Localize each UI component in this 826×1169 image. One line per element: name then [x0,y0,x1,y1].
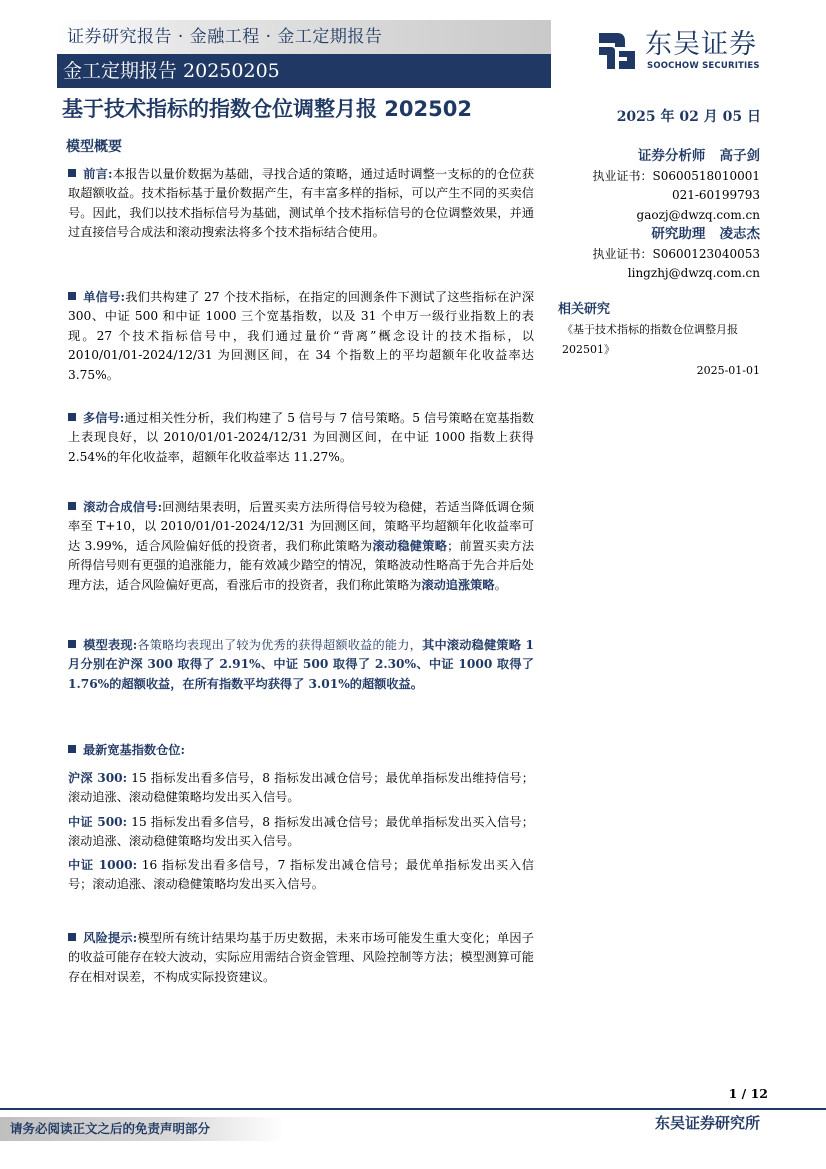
paragraph-rolling-signal [68,498,534,595]
paragraph-text: 本报告以量价数据为基础，寻找合适的策略，通过适时调整一支标的的仓位获取超额收益。技术指标基于量价数据产生，有丰富多样的指标，可以产生不同的买卖信号。因此，我们以技术指标信号为基础，测试单个技术指标信号的仓位调整效果，并通过直接信号合成法和滚动搜索法将多个技术指标结合使用。 [68,167,535,240]
footer-divider [0,1108,826,1110]
bullet-square-icon [68,502,76,510]
paragraph-text: 我们共构建了 27 个技术指标，在指定的回测条件下测试了这些指标在沪深 300、中证 500 和中证 1000 三个宽基指数，以及 31 个申万一级行业指数上的表现。27 个技术指标信号中，我们通过量价“背离”概念设计的技术指标，以 2010/01/01-2024/12/31 为回测区间，在 34 个指数上的平均超额年化收益率达 3.75%。 [68,290,535,382]
analyst-email: gaozj@dwzq.com.cn [636,207,760,222]
paragraph-zz500 [68,813,534,852]
paragraph-text: 模型所有统计结果均基于历史数据，未来市场可能发生重大变化；单因子的收益可能存在较大波动，实际应用需结合资金管理、风险控制等方法；模型测算可能存在相对误差，不构成实际投资建议。 [68,931,534,984]
logo-english-text: SOOCHOW SECURITIES [647,61,760,71]
report-title: 基于技术指标的指数仓位调整月报 202502 [62,97,472,121]
paragraph-text: ；前置买卖方法所得信号则有更强的追涨能力，能有效减少踏空的情况，策略波动性略高于先合并后处理方法，适合风险偏好更高，看涨后市的投资者，我们称此策略为 [68,538,535,592]
paragraph-text: 各策略均表现出了较为优秀的获得超额收益的能力， [137,638,423,652]
footer-disclaimer: 请务必阅读正文之后的免责声明部分 [0,1117,285,1141]
assistant-heading [593,225,760,245]
assistant-email: lingzhj@dwzq.com.cn [627,266,760,280]
related-research-date: 2025-01-01 [696,364,760,377]
bullet-square-icon [68,169,76,177]
index-label: 中证 1000: [68,858,138,872]
index-label: 沪深 300: [68,771,128,785]
analyst-block [593,147,760,284]
logo-chinese-text: 东吴证券 [645,29,757,60]
assistant-cert: 执业证书：S0600123040053 [592,246,760,261]
paragraph-text: 16 指标发出看多信号，7 指标发出减仓信号；最优单指标发出买入信号；滚动追涨、滚动稳健策略均发出买入信号。 [68,858,534,892]
paragraph-text: 通过相关性分析，我们构建了 5 信号与 7 信号策略。5 信号策略在宽基指数上表现良好，以 2010/01/01-2024/12/31 为回测区间，在中证 1000 指数上获得 2.54%的年化收益率，超额年化收益率达 11.27%。 [68,411,534,464]
performance-highlight: 其中滚动稳健策略 1 月分别在沪深 300 取得了 2.91%、中证 500 取得了 2.30%、中证 1000 取得了 1.76%的超额收益，在所有指数平均获得了 3.01%的超额收益。 [68,638,535,691]
paragraph-multi-signal [68,409,534,467]
bullet-square-icon [68,292,76,300]
paragraph-intro [68,165,534,243]
assistant-name: 凌志杰 [719,226,760,242]
paragraph-hs300 [68,769,534,808]
related-research-heading: 相关研究 [558,302,611,317]
analyst-cert: 执业证书：S0600518010001 [592,168,760,183]
paragraph-latest-positions [68,741,534,760]
paragraph-label: 最新宽基指数仓位: [83,743,185,757]
page-number: 1 / 12 [728,1086,768,1101]
strategy-name-chase: 滚动追涨策略 [421,577,495,592]
paragraph-label: 滚动合成信号: [83,500,163,514]
paragraph-label: 风险提示: [83,931,138,945]
strategy-name-robust: 滚动稳健策略 [372,538,448,553]
bullet-square-icon [68,413,76,421]
report-date: 2025 年 02 月 05 日 [616,109,761,125]
header-banner: 证券研究报告 · 金融工程 · 金工定期报告 [57,20,551,54]
report-type-bar: 金工定期报告 20250205 [57,54,551,88]
index-label: 中证 500: [68,815,128,829]
company-logo [595,27,775,77]
paragraph-text: 15 指标发出看多信号，8 指标发出减仓信号；最优单指标发出维持信号；滚动追涨、滚动稳健策略均发出买入信号。 [68,771,534,805]
analyst-name: 高子剑 [719,148,760,164]
analyst-title: 证券分析师 [637,148,706,164]
paragraph-zz1000 [68,856,534,895]
bullet-square-icon [68,745,76,753]
analyst-heading [593,147,760,167]
footer-institute: 东吴证券研究所 [654,1114,760,1132]
paragraph-text: 回测结果表明，后置买卖方法所得信号较为稳健，若适当降低调仓频率至 T+10，以 2010/01/01-2024/12/31 为回测区间，策略平均超额年化收益率可达 3.99%，适合风险偏好低的投资者，我们称此策略为 [68,500,535,553]
related-research-title: 《基于技术指标的指数仓位调整月报 202501》 [562,323,738,356]
paragraph-model-performance [68,636,534,694]
analyst-phone: 021-60199793 [671,188,760,202]
paragraph-text: 15 指标发出看多信号，8 指标发出减仓信号；最优单指标发出买入信号；滚动追涨、滚动稳健策略均发出买入信号。 [68,815,534,849]
paragraph-single-signal [68,288,534,385]
section-heading: 模型概要 [66,139,122,155]
paragraph-label: 前言: [83,167,113,181]
logo-mark-icon [595,29,639,73]
bullet-square-icon [68,933,76,941]
assistant-title: 研究助理 [651,226,706,242]
paragraph-label: 模型表现: [83,638,138,652]
paragraph-risk [68,929,534,987]
paragraph-text: 。 [494,577,507,592]
paragraph-label: 多信号: [83,411,125,425]
bullet-square-icon [68,640,76,648]
paragraph-label: 单信号: [83,290,126,304]
